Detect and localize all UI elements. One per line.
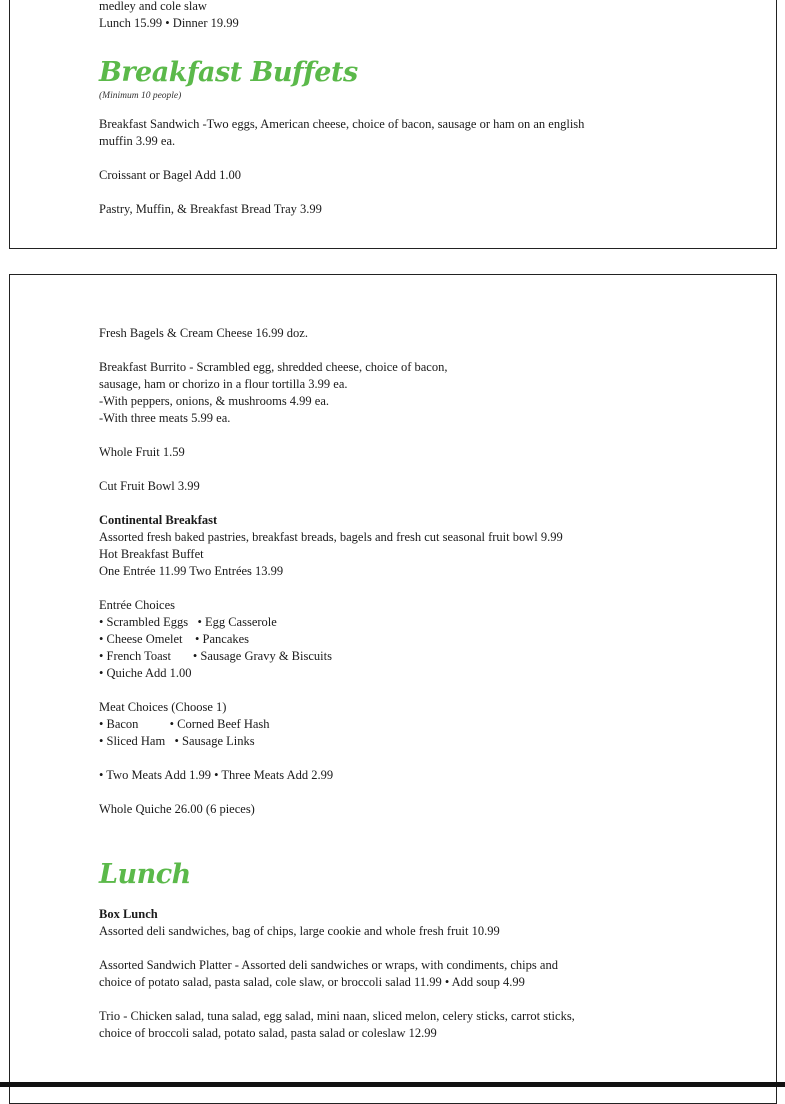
whole-fruit-item: Whole Fruit 1.59 bbox=[99, 445, 185, 459]
trio-line-2: choice of broccoli salad, potato salad, pasta salad or coleslaw 12.99 bbox=[99, 1026, 437, 1040]
bagels-item: Fresh Bagels & Cream Cheese 16.99 doz. bbox=[99, 326, 308, 340]
entree-line-5: • Quiche Add 1.00 bbox=[99, 666, 192, 680]
menu-page-1 bbox=[9, 0, 777, 249]
entree-line-1: Entrée Choices bbox=[99, 598, 176, 612]
burrito-line-3: -With peppers, onions, & mushrooms 4.99 ea. bbox=[99, 394, 330, 408]
breakfast-buffets-heading: Breakfast Buffets bbox=[99, 57, 358, 88]
cut-fruit-item: Cut Fruit Bowl 3.99 bbox=[99, 479, 200, 493]
burrito-line-1: Breakfast Burrito - Scrambled egg, shredded cheese, choice of bacon, bbox=[99, 360, 448, 374]
trio-line-1: Trio - Chicken salad, tuna salad, egg salad, mini naan, sliced melon, celery sticks, carrot sticks, bbox=[99, 1009, 575, 1023]
breakfast-sandwich-line-2: muffin 3.99 ea. bbox=[99, 134, 176, 148]
lunch-dinner-price: Lunch 15.99 • Dinner 19.99 bbox=[99, 16, 239, 30]
breakfast-sandwich-line-1: Breakfast Sandwich -Two eggs, American cheese, choice of bacon, sausage or ham on an english bbox=[99, 117, 585, 131]
minimum-note: (Minimum 10 people) bbox=[99, 91, 182, 101]
bottom-border bbox=[0, 1082, 785, 1087]
entree-line-3: • Cheese Omelet • Pancakes bbox=[99, 632, 250, 646]
page-1-content bbox=[99, 0, 736, 218]
page-2-content bbox=[99, 325, 736, 1042]
continental-line-2: Hot Breakfast Buffet bbox=[99, 547, 204, 561]
box-lunch-item: Assorted deli sandwiches, bag of chips, large cookie and whole fresh fruit 10.99 bbox=[99, 924, 500, 938]
meat-line-2: • Bacon • Corned Beef Hash bbox=[99, 717, 270, 731]
meat-add-item: • Two Meats Add 1.99 • Three Meats Add 2.99 bbox=[99, 768, 334, 782]
whole-quiche-item: Whole Quiche 26.00 (6 pieces) bbox=[99, 802, 255, 816]
continental-title: Continental Breakfast bbox=[99, 513, 218, 527]
intro-line: medley and cole slaw bbox=[99, 0, 207, 13]
platter-line-2: choice of potato salad, pasta salad, cole slaw, or broccoli salad 11.99 • Add soup 4.99 bbox=[99, 975, 525, 989]
burrito-line-2: sausage, ham or chorizo in a flour tortilla 3.99 ea. bbox=[99, 377, 348, 391]
lunch-heading: Lunch bbox=[99, 859, 191, 890]
continental-line-3: One Entrée 11.99 Two Entrées 13.99 bbox=[99, 564, 284, 578]
pastry-tray-item: Pastry, Muffin, & Breakfast Bread Tray 3.99 bbox=[99, 202, 322, 216]
entree-line-2: • Scrambled Eggs • Egg Casserole bbox=[99, 615, 277, 629]
continental-line-1: Assorted fresh baked pastries, breakfast breads, bagels and fresh cut seasonal fruit bowl 9.99 bbox=[99, 530, 563, 544]
entree-line-4: • French Toast • Sausage Gravy & Biscuits bbox=[99, 649, 332, 663]
menu-page-2 bbox=[9, 274, 777, 1104]
meat-line-3: • Sliced Ham • Sausage Links bbox=[99, 734, 255, 748]
meat-line-1: Meat Choices (Choose 1) bbox=[99, 700, 227, 714]
burrito-line-4: -With three meats 5.99 ea. bbox=[99, 411, 231, 425]
platter-line-1: Assorted Sandwich Platter - Assorted deli sandwiches or wraps, with condiments, chips and bbox=[99, 958, 558, 972]
box-lunch-title: Box Lunch bbox=[99, 907, 158, 921]
croissant-bagel-item: Croissant or Bagel Add 1.00 bbox=[99, 168, 242, 182]
